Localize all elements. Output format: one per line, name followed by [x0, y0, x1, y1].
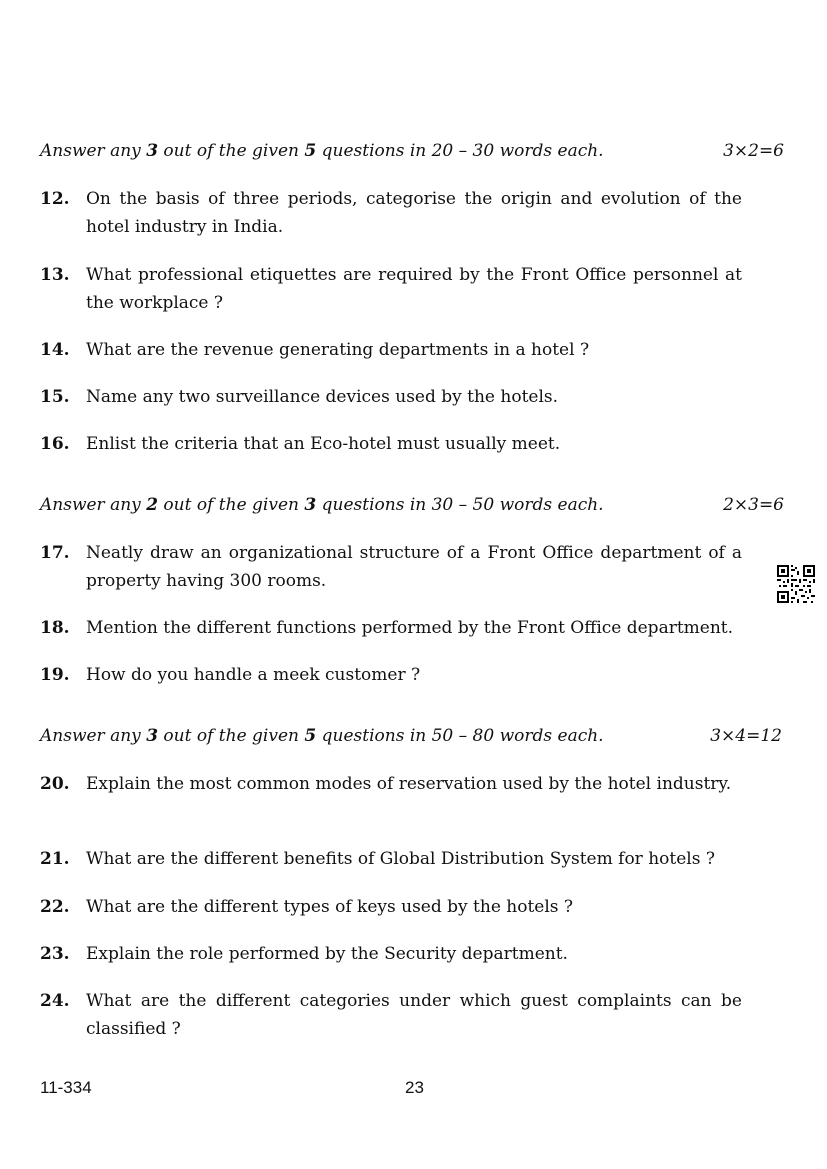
- page-number: 23: [405, 1078, 424, 1097]
- question-number: 16.: [40, 434, 70, 454]
- question-text: Enlist the criteria that an Eco-hotel must usually meet.: [86, 434, 561, 454]
- question-number: 18.: [40, 618, 70, 638]
- question-text: Explain the role performed by the Security department.: [86, 944, 568, 964]
- question-item: [40, 770, 742, 798]
- question-text: Neatly draw an organizational structure of a Front Office department of a property having 300 rooms.: [86, 543, 742, 591]
- instruction-text: Answer any 3 out of the given 5 questions in 20 – 30 words each.: [40, 141, 604, 161]
- section-instruction: [40, 495, 784, 515]
- qr-code-icon: [776, 564, 816, 604]
- instruction-text: Answer any 2 out of the given 3 questions in 30 – 50 words each.: [40, 495, 604, 515]
- section-instruction: [40, 141, 784, 161]
- question-item: [40, 336, 742, 364]
- paper-code: 11-334: [40, 1078, 92, 1097]
- marks-label: 2×3=6: [723, 495, 784, 515]
- question-item: [40, 261, 742, 317]
- question-item: [40, 661, 742, 689]
- question-number: 12.: [40, 189, 70, 209]
- question-text: How do you handle a meek customer ?: [86, 665, 421, 685]
- question-number: 20.: [40, 774, 70, 794]
- question-item: [40, 383, 742, 411]
- question-number: 23.: [40, 944, 70, 964]
- question-text: Name any two surveillance devices used by the hotels.: [86, 387, 559, 407]
- question-number: 21.: [40, 849, 70, 869]
- question-item: [40, 893, 742, 921]
- question-text: What professional etiquettes are required by the Front Office personnel at the workplace ?: [86, 265, 742, 313]
- question-text: Explain the most common modes of reservation used by the hotel industry.: [86, 774, 732, 794]
- question-item: [40, 430, 742, 458]
- question-number: 17.: [40, 543, 70, 563]
- marks-label: 3×4=12: [710, 726, 782, 746]
- question-number: 15.: [40, 387, 70, 407]
- question-number: 22.: [40, 897, 70, 917]
- section-instruction: [40, 726, 784, 746]
- question-text: What are the different categories under which guest complaints can be classified ?: [86, 991, 742, 1039]
- question-text: On the basis of three periods, categorise the origin and evolution of the hotel industry in India.: [86, 189, 742, 237]
- question-item: [40, 940, 742, 968]
- question-item: [40, 185, 742, 241]
- question-text: Mention the different functions performed by the Front Office department.: [86, 618, 734, 638]
- question-number: 19.: [40, 665, 70, 685]
- question-item: [40, 539, 742, 595]
- question-item: [40, 987, 742, 1043]
- question-text: What are the different types of keys used by the hotels ?: [86, 897, 574, 917]
- question-text: What are the revenue generating departments in a hotel ?: [86, 340, 590, 360]
- question-number: 13.: [40, 265, 70, 285]
- instruction-text: Answer any 3 out of the given 5 questions in 50 – 80 words each.: [40, 726, 604, 746]
- question-number: 14.: [40, 340, 70, 360]
- question-text: What are the different benefits of Global Distribution System for hotels ?: [86, 849, 715, 869]
- question-item: [40, 845, 742, 873]
- question-number: 24.: [40, 991, 70, 1011]
- marks-label: 3×2=6: [723, 141, 784, 161]
- question-item: [40, 614, 742, 642]
